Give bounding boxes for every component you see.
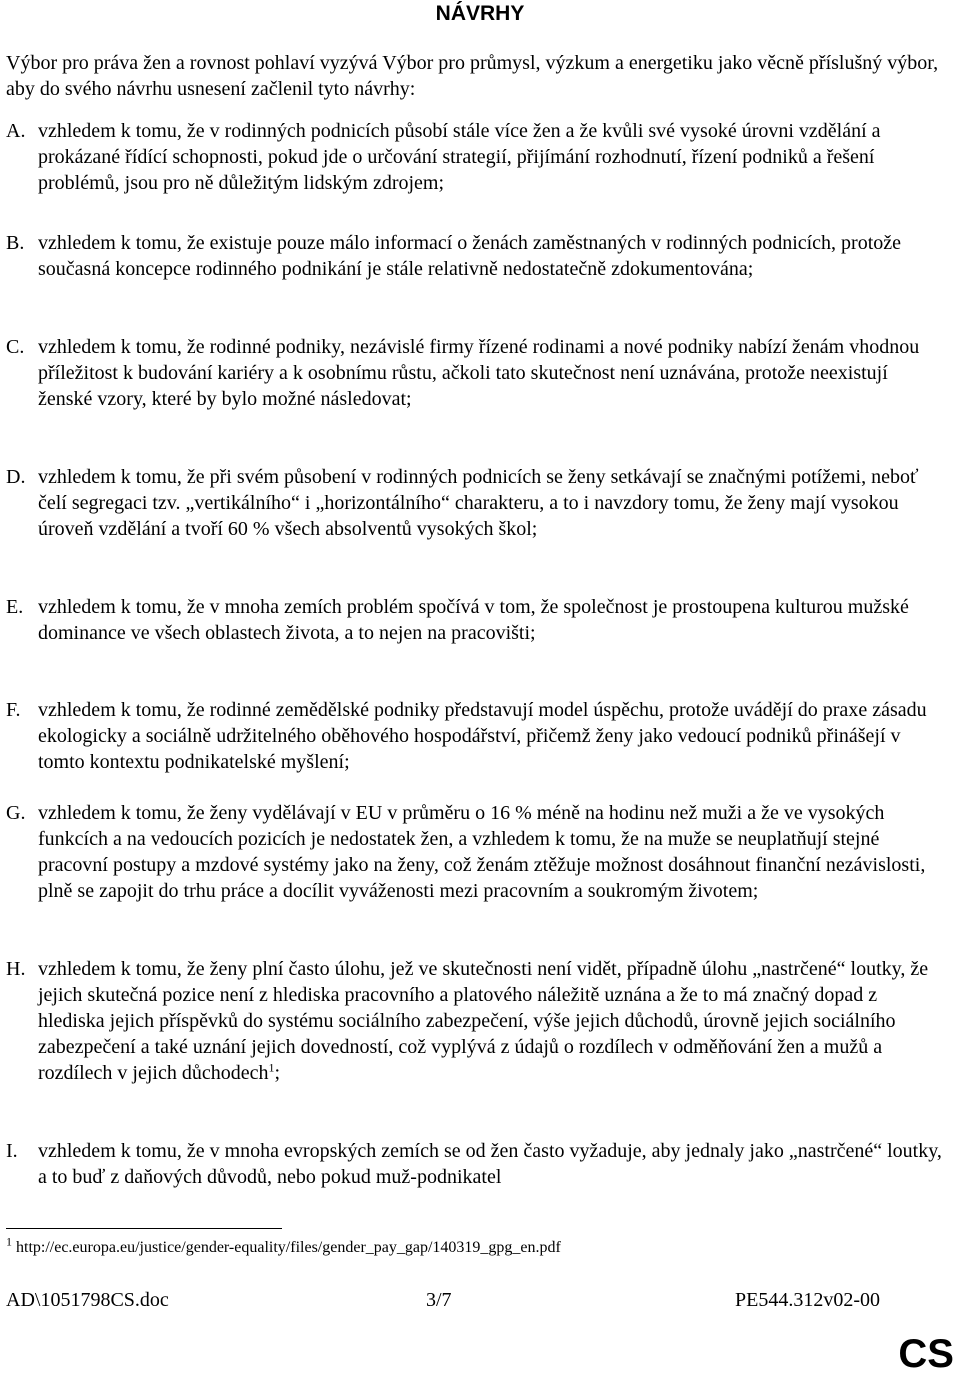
recital-text: vzhledem k tomu, že v mnoha evropských zemích se od žen často vyžaduje, aby jednaly jako „nastrčené“ loutky, a to buď z daňových důvodů, nebo pokud muž-podnikatel [38, 1140, 942, 1188]
footer-page-number: 3/7 [426, 1289, 452, 1311]
recital-text-wrapper [38, 956, 946, 1086]
recital-i [6, 1138, 946, 1190]
recital-text-tail: ; [274, 1062, 281, 1084]
recital-a [6, 118, 946, 196]
recital-f [6, 697, 946, 775]
recital-letter: H. [6, 958, 26, 980]
footer-document-id: AD\1051798CS.doc [6, 1289, 169, 1311]
recital-text: vzhledem k tomu, že rodinné podniky, nezávislé firmy řízené rodinami a nové podniky nabízí ženám vhodnou příležitost k budování kariéry a k osobnímu růstu, ačkoli tato skutečnost není uznávána, protože neexistují ženské vzory, které by bylo možné následovat; [38, 336, 920, 410]
recital-letter: C. [6, 336, 25, 358]
recital-text: vzhledem k tomu, že existuje pouze málo informací o ženách zaměstnaných v rodinných podnicích, protože současná koncepce rodinného podnikání je stále relativně nedostatečně zdokumentována; [38, 232, 902, 280]
recital-h [6, 956, 946, 1086]
recital-letter: D. [6, 466, 26, 488]
recital-letter: G. [6, 802, 26, 824]
footnote-number: 1 [6, 1234, 12, 1249]
recital-e [6, 594, 946, 646]
recital-text: vzhledem k tomu, že ženy vydělávají v EU v průměru o 16 % méně na hodinu než muži a že ve vysokých funkcích a na vedoucích pozicích je nedostatek žen, a vzhledem k tomu, že na muže se neuplatňují stejné pracovní postupy a mzdové systémy jako na ženy, což ženám ztěžuje možnost dosáhnout finanční nezávislosti, plně se zapojit do trhu práce a docílit vyváženosti mezi pracovním a soukromým životem; [38, 802, 926, 902]
recital-text: vzhledem k tomu, že v mnoha zemích problém spočívá v tom, že společnost je prostoupena kulturou mužské dominance ve všech oblastech života, a to nejen na pracovišti; [38, 596, 909, 644]
footer-reference: PE544.312v02-00 [735, 1289, 880, 1311]
recital-d [6, 464, 946, 542]
recital-letter: I. [6, 1140, 18, 1162]
recital-g [6, 800, 946, 904]
footnote-link[interactable]: http://ec.europa.eu/justice/gender-equality/files/gender_pay_gap/140319_gpg_en.pdf [16, 1239, 561, 1256]
recital-letter: F. [6, 699, 21, 721]
recital-text: vzhledem k tomu, že rodinné zemědělské podniky představují model úspěchu, protože uvádějí do praxe zásadu ekologicky a sociálně udržitelného oběhového hospodářství, přičemž ženy jako vedoucí podniků přinášejí v tomto kontextu podnikatelské myšlení; [38, 699, 927, 773]
footnote-reference[interactable]: 1 [268, 1060, 275, 1075]
recital-c [6, 334, 946, 412]
intro-paragraph: Výbor pro práva žen a rovnost pohlaví vyzývá Výbor pro průmysl, výzkum a energetiku jako věcně příslušný výbor, aby do svého návrhu usnesení začlenil tyto návrhy: [6, 52, 939, 100]
footnote [6, 1234, 906, 1259]
recital-letter: B. [6, 232, 25, 254]
recital-letter: A. [6, 120, 26, 142]
footnote-divider [6, 1228, 282, 1229]
recital-b [6, 230, 946, 282]
recital-letter: E. [6, 596, 24, 618]
recital-text: vzhledem k tomu, že v rodinných podnicích působí stále více žen a že kvůli své vysoké úrovni vzdělání a prokázané řídící schopnosti, pokud jde o určování strategií, přijímání rozhodnutí, řízení podniků a řešení problémů, jsou pro ně důležitým lidským zdrojem; [38, 120, 881, 194]
document-title: NÁVRHY [435, 2, 525, 25]
recital-text: vzhledem k tomu, že při svém působení v rodinných podnicích se ženy setkávají se značnými potížemi, neboť čelí segregaci tzv. „vertikálního“ i „horizontálního“ charakteru, a to i navzdory tomu, že ženy mají vysokou úroveň vzdělání a tvoří 60 % všech absolventů vysokých škol; [38, 466, 919, 540]
language-mark: CS [898, 1332, 954, 1376]
recital-text: vzhledem k tomu, že ženy plní často úlohu, jež ve skutečnosti není vidět, případně úlohu „nastrčené“ loutky, že jejich skutečná pozice není z hlediska pracovního a platového náležitě uznána a že to má značný dopad z hlediska jejich příspěvků do systému sociálního zabezpečení, výše jejich důchodů, úrovně jejich sociálního zabezpečení a také uznání jejich dovedností, což vyplývá z údajů o rozdílech v odměňování žen a mužů a rozdílech v jejich důchodech [38, 958, 929, 1084]
